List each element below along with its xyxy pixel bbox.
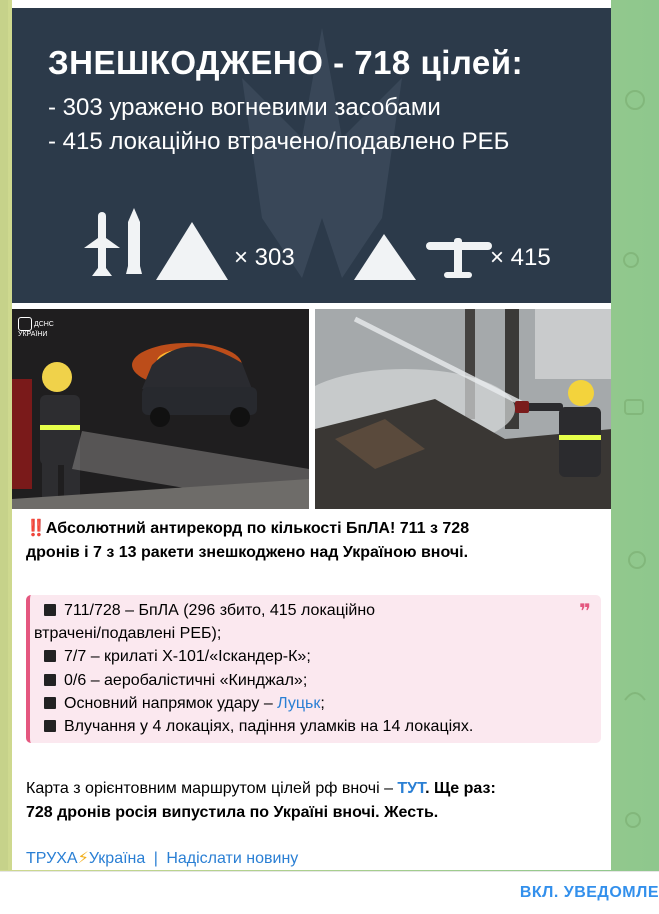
quote-item-continuation: втрачені/подавлені РЕБ); — [34, 625, 222, 642]
final-line: 728 дронів росія випустила по Україні вночі. Жесть. — [26, 804, 439, 821]
quote-icon: ❞ — [579, 601, 591, 623]
cruise-missile-icon — [84, 212, 120, 276]
bottom-bar — [0, 871, 659, 914]
infographic-count-left: × 303 — [234, 244, 295, 271]
ballistic-missile-icon — [126, 208, 142, 274]
photo-grid — [12, 309, 611, 509]
enable-notifications-button[interactable]: ВКЛ. УВЕДОМЛЕ — [519, 884, 659, 901]
infographic-line-strikes: - 303 уражено вогневими засобами — [48, 94, 441, 121]
map-link[interactable]: ТУТ — [397, 780, 426, 797]
truha-link[interactable]: ТРУХА — [26, 850, 78, 867]
quote-item — [44, 599, 375, 622]
infographic-title: ЗНЕШКОДЖЕНО - 718 цілей: — [48, 44, 524, 81]
footer-links — [26, 848, 298, 868]
quote-item-text: 0/6 – аеробалістичні «Кинджал»; — [64, 672, 308, 689]
infographic-image[interactable] — [12, 8, 611, 303]
map-text-2: . Ще раз: — [425, 780, 496, 797]
quote-item — [44, 715, 473, 738]
headline-line-1: ‼️Абсолютний антирекорд по кількості БпЛА! 711 з 728 — [26, 520, 470, 537]
lightning-icon: ⚡ — [77, 850, 89, 867]
firefighter-ruins-illustration — [315, 309, 611, 509]
weapons-icons-left — [78, 208, 238, 288]
headline-line-2: дронів і 7 з 13 ракети знешкоджено над Україною вночі. — [26, 544, 469, 561]
bullet-square-icon — [44, 720, 56, 732]
firefighter-car-illustration — [12, 309, 309, 509]
quote-item — [44, 692, 325, 715]
lutsk-link[interactable]: Луцьк — [277, 695, 321, 712]
chat-background-doodles — [611, 0, 659, 870]
attack-drone-icon — [354, 234, 416, 280]
quote-item — [44, 645, 311, 668]
bullet-square-icon — [44, 650, 56, 662]
chat-background-left — [0, 0, 8, 870]
infographic-count-right: × 415 — [490, 244, 551, 271]
quote-block — [26, 595, 601, 743]
quote-item-text: Влучання у 4 локаціях, падіння уламків на 14 локаціях. — [64, 718, 474, 735]
photo-firefighter-ruins[interactable] — [315, 309, 611, 509]
message-bubble — [12, 0, 611, 870]
quote-item — [44, 669, 307, 692]
map-line — [26, 777, 496, 800]
quote-link-suffix: ; — [320, 695, 325, 712]
dsns-logo-text: ДСНС УКРАЇНИ — [18, 320, 54, 338]
dsns-logo — [18, 317, 58, 339]
photo-firefighter-car[interactable] — [12, 309, 309, 509]
quote-item-text: Основний напрямок удару – — [64, 695, 278, 712]
drones-icons-right — [354, 208, 504, 288]
bullet-square-icon — [44, 604, 56, 616]
quote-item-text: 7/7 – крилаті Х-101/«Іскандер-К»; — [64, 648, 311, 665]
map-text: Карта з орієнтовним маршрутом цілей рф вночі – — [26, 780, 398, 797]
bullet-square-icon — [44, 697, 56, 709]
quote-item-text: 711/728 – БпЛА (296 збито, 415 локаційно — [64, 602, 376, 619]
dsns-emblem-icon — [18, 317, 32, 331]
submit-news-link[interactable]: Надіслати новину — [166, 850, 299, 867]
recon-drone-icon — [426, 238, 492, 278]
shahed-drone-icon — [156, 222, 228, 280]
ukraine-link[interactable]: Україна — [88, 850, 146, 867]
infographic-line-ew: - 415 локаційно втрачено/подавлено РЕБ — [48, 128, 510, 155]
footer-separator: | — [153, 850, 158, 867]
bullet-square-icon — [44, 674, 56, 686]
